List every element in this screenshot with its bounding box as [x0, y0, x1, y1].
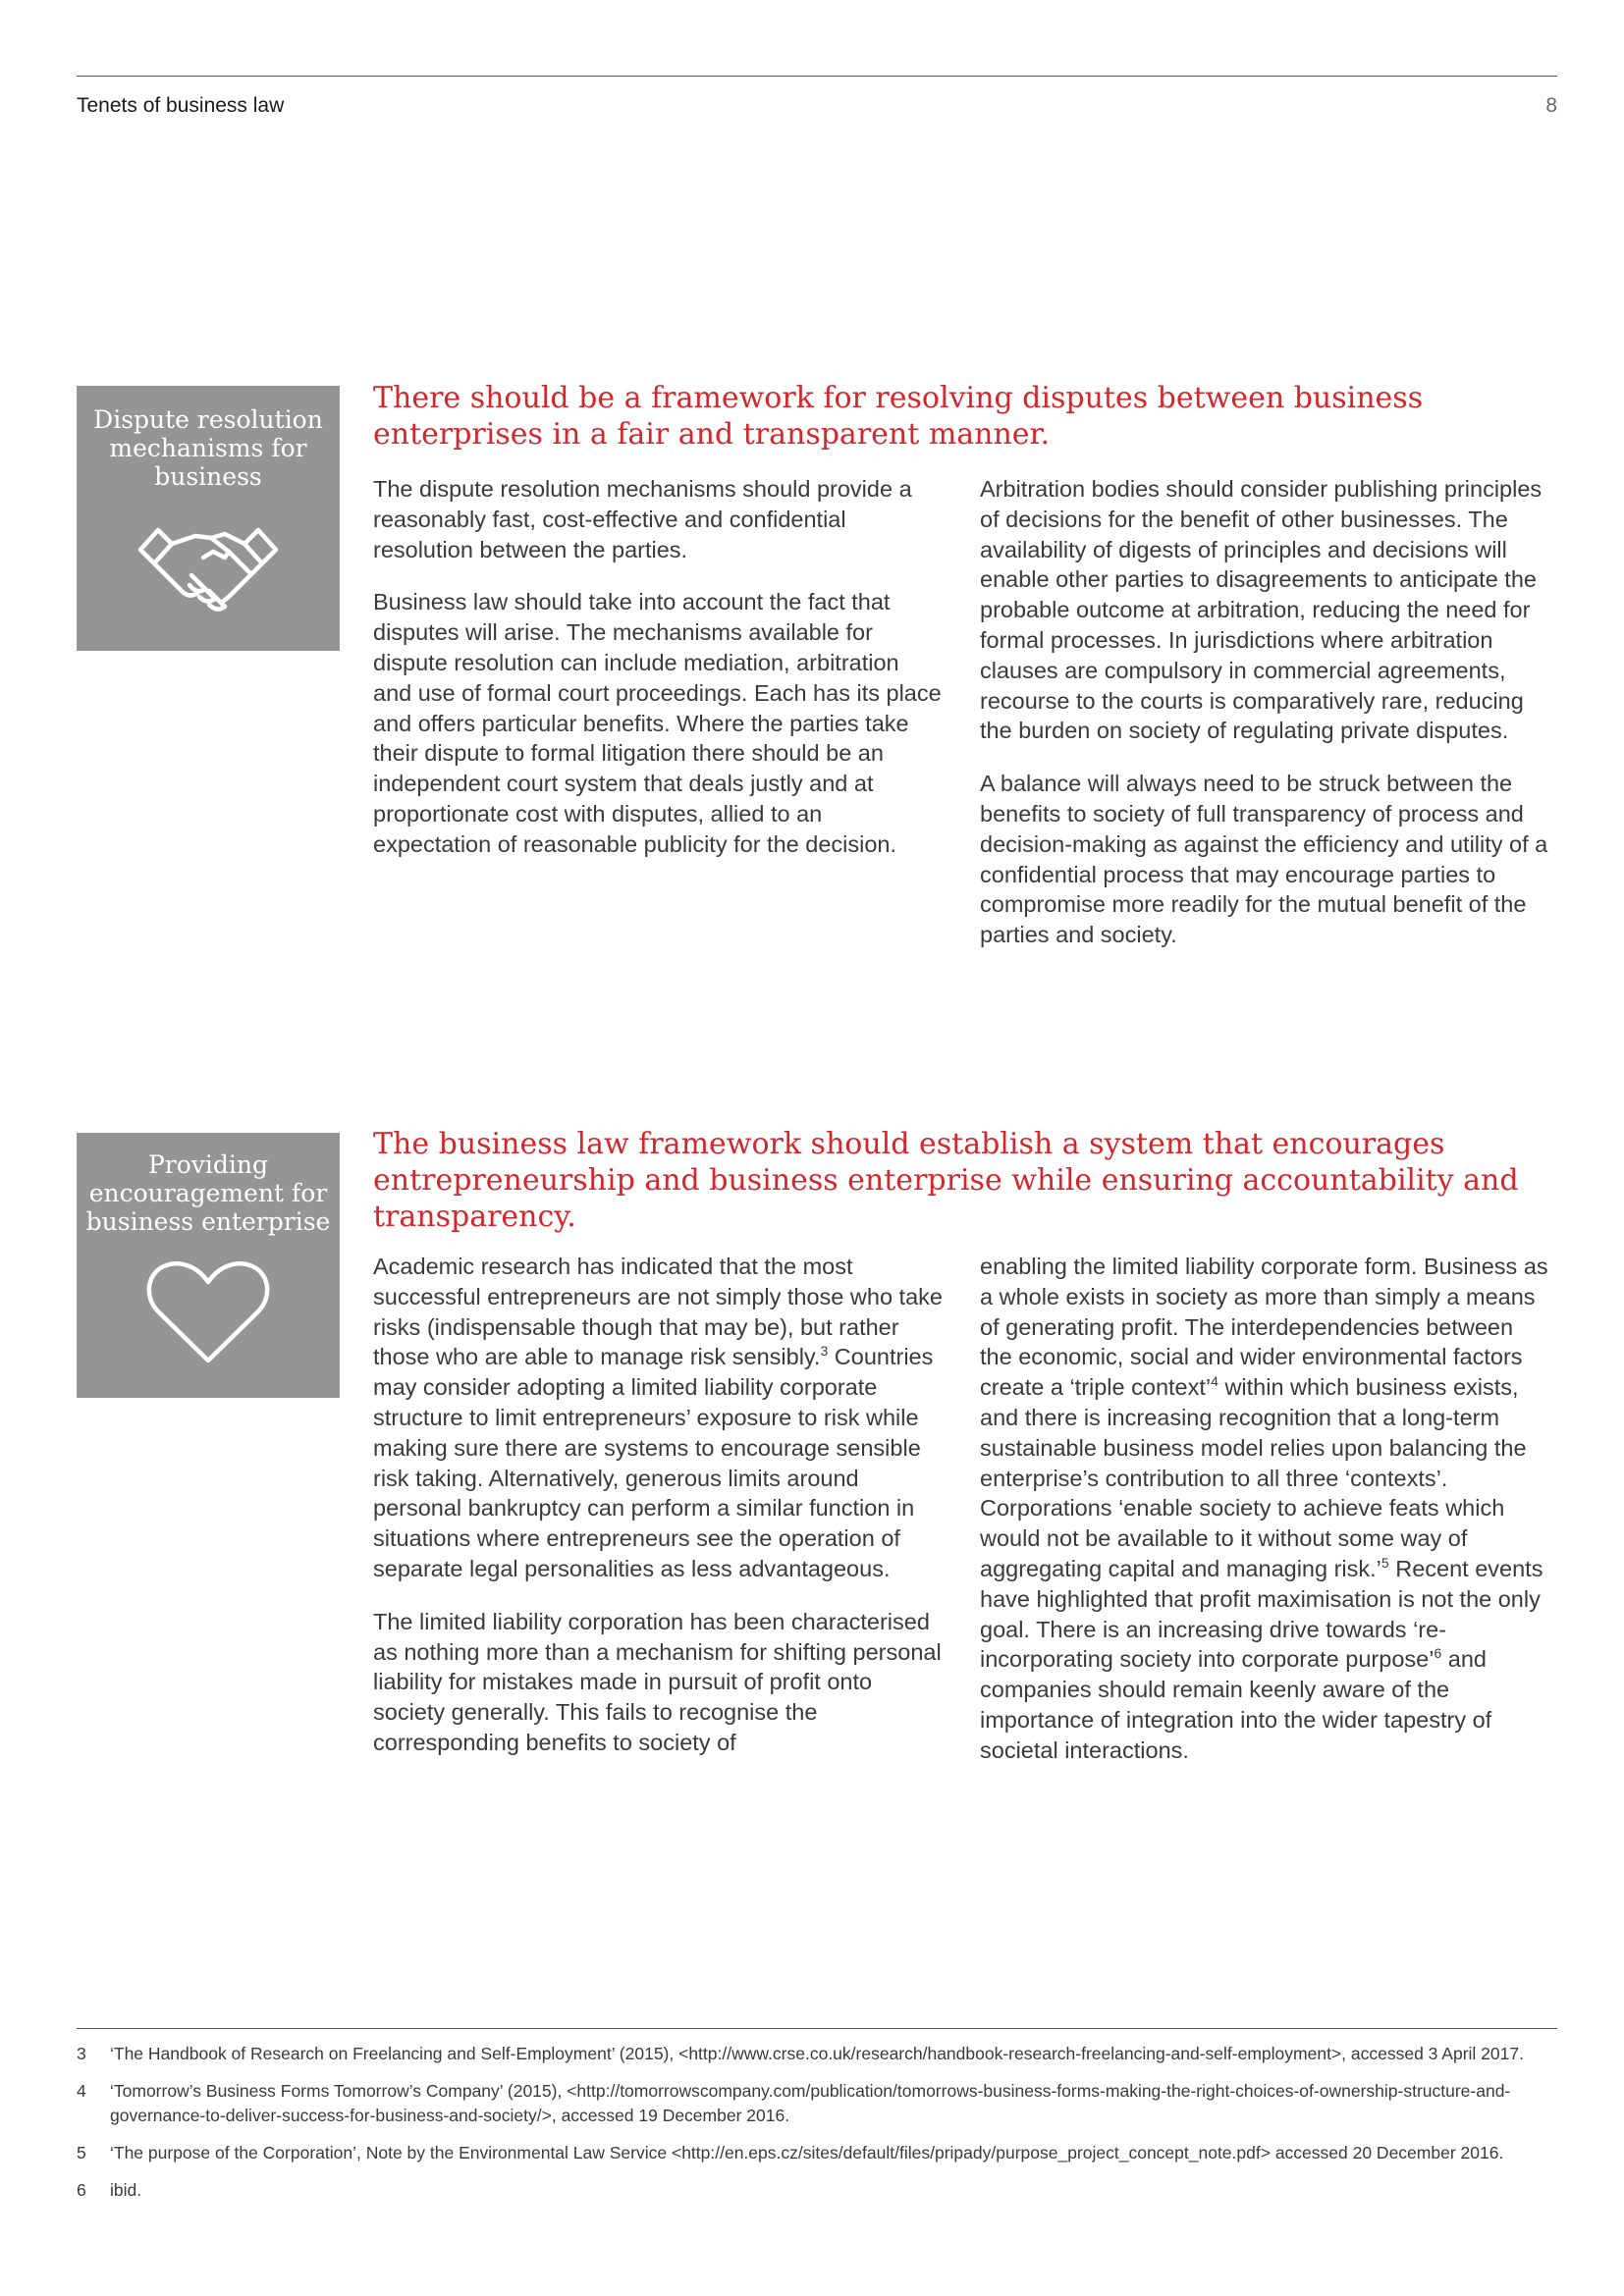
- text-run: Academic research has indicated that the most successful entrepreneurs are not simply those who take risks (indispensable though that may be), but rather those who are able to manage risk sensibly.: [373, 1254, 943, 1370]
- tile-label: Dispute resolution mechanisms for business: [93, 405, 323, 491]
- paragraph: [373, 1252, 943, 1584]
- business-enterprise-tile: [77, 1133, 340, 1398]
- dispute-resolution-left-column: [373, 474, 943, 882]
- section-heading-dispute-resolution: There should be a framework for resolving disputes between business enterprises in a fair and transparent manner.: [373, 381, 1424, 452]
- text-run: Countries may consider adopting a limited liability corporate structure to limit entrepreneurs’ exposure to risk while making sure there are systems to encourage sensible risk taking. Alternatively, generous limits around personal bankruptcy can perform a similar function in situations where entrepreneurs see the operation of separate legal personalities as less advantageous.: [373, 1344, 934, 1581]
- footnote-number: 6: [77, 2180, 86, 2200]
- business-enterprise-right-column: [980, 1252, 1549, 1789]
- footnote-ref: 4: [1211, 1373, 1218, 1390]
- tile-label: Providing encouragement for business enterprise: [85, 1150, 331, 1236]
- section-heading-business-enterprise: The business law framework should establish a system that encourages entrepreneurship and business enterprise while ensuring accountability and transparency.: [373, 1127, 1519, 1234]
- footnote: [77, 2178, 1557, 2203]
- footnote: [77, 2141, 1557, 2165]
- footnote-ref: 6: [1434, 1645, 1442, 1662]
- text-run: and companies should remain keenly aware of the importance of integration into the wider tapestry of societal interactions.: [980, 1646, 1492, 1763]
- footnote-ref: 3: [820, 1343, 829, 1360]
- text-run: Recent events have highlighted that profit maximisation is not the only goal. There is an increasing drive towards ‘re-incorporating society into corporate purpose’: [980, 1555, 1543, 1673]
- paragraph: Arbitration bodies should consider publishing principles of decisions for the benefit of other businesses. The availability of digests of principles and decisions will enable other parties to disagreements to anticipate the probable outcome at arbitration, reducing the need for formal processes. In jurisdictions where arbitration clauses are compulsory in commercial agreements, recourse to the courts is comparatively rare, reducing the burden on society of regulating private disputes.: [980, 476, 1543, 744]
- paragraph: Business law should take into account the fact that disputes will arise. The mechanisms available for dispute resolution can include mediation, arbitration and use of formal court proceedings. Each has its place and offers particular benefits. Where the parties take their dispute to formal litigation there should be an independent court system that deals justly and at proportionate cost with disputes, allied to an expectation of reasonable publicity for the decision.: [373, 589, 942, 857]
- footnote-text: ‘Tomorrow’s Business Forms Tomorrow’s Company’ (2015), <http://tomorrowscompany.com/publication/tomorrows-business-forms-making-the-right-choices-of-ownership-structure-and-governance-to-deliver-success-for-business-and-society/>, accessed 19 December 2016.: [110, 2081, 1511, 2125]
- dispute-resolution-right-column: [980, 474, 1549, 973]
- footnote: [77, 2079, 1557, 2128]
- footnote-number: 4: [77, 2081, 86, 2101]
- paragraph: [980, 1252, 1549, 1766]
- business-enterprise-left-column: [373, 1252, 943, 1781]
- footnote-number: 5: [77, 2143, 86, 2163]
- footnote-rule: [77, 2028, 1557, 2029]
- heart-icon: [77, 1258, 340, 1373]
- footnotes: [77, 2042, 1557, 2216]
- footnote-text: ibid.: [110, 2180, 142, 2200]
- footnote-text: ‘The purpose of the Corporation’, Note by the Environmental Law Service <http://en.eps.cz/sites/default/files/pripady/purpose_project_concept_note.pdf> accessed 20 December 2016.: [110, 2143, 1504, 2163]
- text-run: enabling the limited liability corporate form. Business as a whole exists in society as more than simply a means of generating profit. The interdependencies between the economic, social and wider environmental factors create a ‘triple context’: [980, 1254, 1548, 1401]
- text-run: within which business exists, and there is increasing recognition that a long-term sustainable business model relies upon balancing the enterprise’s contribution to all three ‘contexts’. Corporations ‘enable society to achieve feats which would not be available to it without some way of aggregating capital and managing risk.’: [980, 1374, 1527, 1581]
- handshake-icon: [77, 508, 340, 626]
- page-number: 8: [1545, 94, 1557, 117]
- paragraph: A balance will always need to be struck between the benefits to society of full transparency of process and decision-making as against the efficiency and utility of a confidential process that may encourage parties to compromise more readily for the mutual benefit of the parties and society.: [980, 771, 1548, 948]
- header-rule: [77, 76, 1557, 77]
- footnote: [77, 2042, 1557, 2066]
- paragraph: The dispute resolution mechanisms should provide a reasonably fast, cost-effective and confidential resolution between the parties.: [373, 476, 912, 562]
- paragraph: The limited liability corporation has been characterised as nothing more than a mechanism for shifting personal liability for mistakes made in pursuit of profit onto society generally. This fails to recognise the corresponding benefits to society of: [373, 1608, 942, 1755]
- footnote-number: 3: [77, 2044, 86, 2063]
- dispute-resolution-tile: [77, 386, 340, 651]
- running-header-title: Tenets of business law: [77, 94, 285, 117]
- footnote-ref: 5: [1380, 1555, 1389, 1572]
- footnote-text: ‘The Handbook of Research on Freelancing and Self-Employment’ (2015), <http://www.crse.co.uk/research/handbook-research-freelancing-and-self-employment>, accessed 3 April 2017.: [110, 2044, 1524, 2063]
